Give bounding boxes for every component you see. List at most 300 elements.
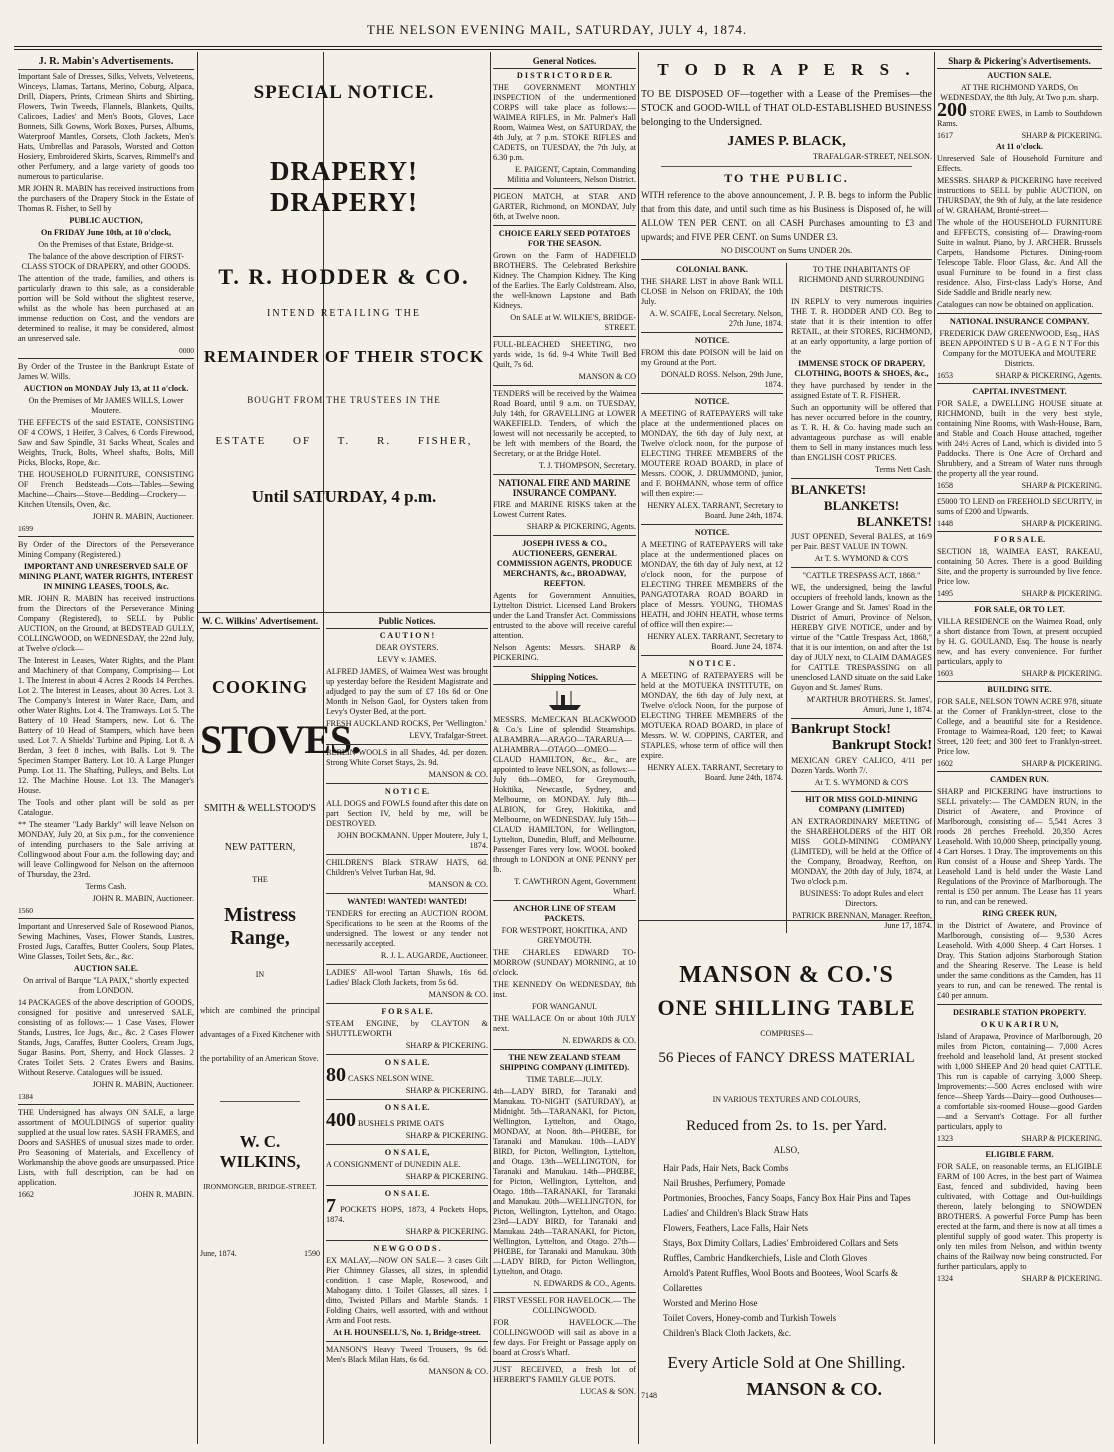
wanted-title: WANTED! WANTED! WANTED! (347, 897, 467, 906)
divider (937, 601, 1102, 602)
comprises: COMPRISES— (760, 1029, 813, 1038)
national-insurance: NATIONAL INSURANCE COMPANY. (949, 317, 1090, 326)
blankets-2: BLANKETS! (823, 498, 900, 513)
sharp-signature: SHARP & PICKERING. (1021, 481, 1102, 490)
bankrupt-2: Bankrupt Stock! (832, 738, 932, 753)
wilkins-header: W. C. Wilkins' Advertisement. (200, 614, 320, 629)
sharp-signature: SHARP & PICKERING. (1021, 519, 1102, 528)
ad-number: 0000 (179, 346, 194, 355)
divider (326, 783, 488, 784)
divider (493, 336, 636, 337)
manson-big: MANSON & CO.'S (679, 962, 894, 988)
manson-signature: MANSON & CO. (428, 770, 488, 779)
seed-potatoes: CHOICE EARLY SEED POTATOES FOR THE SEASON. (498, 229, 631, 248)
divider (220, 1101, 300, 1102)
discount-text: WITH reference to the above announcement, J. P. B. begs to inform the Public that from this date, and until such time as his Business is Disposed of, he will ALLOW TEN PER CENT. on all CASH Purchases amounting to £3 and upwards; and FIVE PER CENT. on Sums UNDER £3. (641, 190, 932, 242)
divider (326, 854, 488, 855)
manson-signature: MANSON & CO. (428, 880, 488, 889)
augarde-signature: R. J. L. AUGARDE, Auctioneer. (380, 951, 488, 960)
column-divider (197, 52, 198, 1444)
divider (493, 900, 636, 901)
signature-row (937, 1274, 1102, 1283)
pigeon-match: PIGEON MATCH, at STAR AND GARTER, Richmond, on MONDAY, July 6th, at Twelve noon. (493, 192, 636, 221)
section-18: SECTION 18, WAIMEA EAST, RAKEAU, containing 50 Acres. There is a good Building Site, and the property is surrounded by live fence. Price low. (937, 547, 1102, 586)
wallace: THE WALLACE On or about 10th JULY next. (493, 1014, 636, 1033)
divider (18, 918, 194, 919)
divider (493, 385, 636, 386)
shilling-item: Stays, Box Dimity Collars, Ladies' Embroidered Collars and Sets (663, 1238, 899, 1248)
wanganui: FOR WANGANUI. (532, 1002, 597, 1011)
packages-list: 14 PACKAGES of the above description of GOODS, consigned for positive and unreserved SALE, consisting of as follows:— 1 Case Vases, Flower Stands, Lustres, Ice Jugs, &c., &c. 2 Cases Flower Stands, Jugs, Caraffes, Butter Coolers, Cream Jugs, Sugar Basins. Port, Sherry, and Hock Glasses. 2 Crates Toilet Sets. 2 Crates Ewers and Basins. Without Reserve. Catalogues will be issued. (18, 998, 194, 1077)
mabin-signature: JOHN R. MABIN, Auctioneer. (92, 894, 194, 903)
sharp-signature: SHARP & PICKERING. (1021, 759, 1102, 768)
capital-investment: CAPITAL INVESTMENT. (972, 387, 1067, 396)
auction-attention: The attention of the trade, families, and others is particularly drawn to this sale, as a considerable portion will be Sold without the slightest reserve, whilst as the whole has been purchased at an immense reduction on Cost, and the vendors are determined to realise, it may be considered, almost an unreserved sale. (18, 274, 194, 343)
tarrant-signature: HENRY ALEX. TARRANT, Secretary to Board. June 24th, 1874. (647, 501, 783, 520)
thompson-signature: T. J. THOMPSON, Secretary. (538, 461, 636, 470)
james-black: JAMES P. BLACK, (727, 134, 846, 149)
general-notices-header: General Notices. (493, 54, 636, 69)
ad-number: 1662 (18, 1190, 34, 1199)
mabin-header: J. R. Mabin's Advertisements. (18, 54, 194, 70)
cattle-act: "CATTLE TRESPASS ACT, 1868." (802, 571, 921, 580)
oats-bushels: 400 BUSHELS PRIME OATS (326, 1109, 445, 1131)
richmond-yards: AT THE RICHMOND YARDS, On WEDNESDAY, the 8th July, At Two p.m. sharp. (940, 83, 1099, 102)
greenwood-agent: FREDERICK DAW GREENWOOD, Esq., HAS BEEN APPOINTED S U B - A G E N T For this Company for the MOTUEKA and MOUTERE Districts. (939, 329, 1100, 368)
kennedy: THE KENNEDY On WEDNESDAY, 8th inst. (493, 980, 636, 999)
dispose-text: TO BE DISPOSED OF—together with a Lease of the Premises—the STOCK and GOOD-WILL of THAT OLD-ESTABLISHED BUSINESS belonging to the Undersigned. (641, 89, 932, 128)
ad-number: 1699 (18, 524, 33, 533)
villa-residence: VILLA RESIDENCE on the Waimea Road, only a short distance from Town, at present occupied by H. G. GOULAND, Esq. The house is nearly new, and has every convenience. For further particulars, apply to (937, 617, 1102, 666)
divider (493, 666, 636, 667)
fancy-dress: 56 Pieces of FANCY DRESS MATERIAL (658, 1050, 915, 1066)
levy-signature: LEVY, Trafalgar-Street. (409, 731, 488, 740)
mining-plant-title: IMPORTANT AND UNRESERVED SALE OF MINING PLANT, WATER RIGHTS, INTEREST IN MINING LEASES, TOOLS, &c. (18, 562, 194, 591)
hodder-reply: IN REPLY to very numerous inquiries THE T. R. HODDER AND CO. Beg to state that it is their intention to offer RETAIL, at their STORES, RICHMOND, at an early opportunity, a large portion of the (791, 297, 932, 356)
signature-row (937, 481, 1102, 490)
district-order: D I S T R I C T O R D E R. (516, 71, 613, 80)
divider (641, 524, 783, 525)
desirable-station: DESIRABLE STATION PROPERTY. (952, 1008, 1087, 1017)
scaife-signature: A. W. SCAIFE, Local Secretary. Nelson, 27th June, 1874. (649, 309, 783, 328)
divider (791, 718, 932, 719)
sharp-signature: SHARP & PICKERING. (405, 1131, 488, 1140)
okukari-text: Island of Arapawa, Province of Marlborough, 20 miles from Picton, containing— 7,000 Acres freehold and leasehold land, At present stocked with 1,000 SHEEP And 20 head quiet CATTLE. This run is capable of carrying 3,000 Sheep. Improvements:—500 Acres enclosed with wire fence—Sheep Yards—Dairy—good Outhouses—a comfortable six-roomed House—good Garden—and a Servant's Cottage. For all further particulars, apply to (937, 1032, 1102, 1131)
divider (641, 393, 783, 394)
ross-signature: DONALD ROSS. Nelson, 29th June, 1874. (660, 370, 783, 389)
divider (326, 1185, 488, 1186)
perseverance-order: By Order of the Directors of the Perseverance Mining Company (Registered.) (18, 540, 194, 559)
manson-shilling-ad (641, 924, 932, 1444)
auction-premises: On the Premises of that Estate, Bridge-st. (38, 240, 174, 249)
textures: IN VARIOUS TEXTURES AND COLOURS, (712, 1095, 861, 1104)
new-pattern: NEW PATTERN, (224, 842, 296, 853)
divider (326, 893, 488, 894)
shilling-item: Arnold's Patent Ruffles, Wool Boots and Bootees, Wool Scarfs & Collarettes (663, 1268, 898, 1293)
ad-number: 1384 (18, 1092, 33, 1101)
wine-casks: 80 CASKS NELSON WINE. (326, 1064, 435, 1086)
cawthron-signature: T. CAWTHRON Agent, Government Wharf. (514, 877, 636, 896)
divider (326, 1240, 488, 1241)
on-sale-title: O N S A L E. (384, 1103, 430, 1112)
also: ALSO, (773, 1145, 800, 1155)
top-rule (14, 46, 1102, 47)
divider (641, 259, 932, 260)
wine-text: CASKS NELSON WINE. (348, 1074, 435, 1083)
national-fire: NATIONAL FIRE AND MARINE INSURANCE COMPANY. (498, 478, 631, 498)
on-sale-title: O N S A L E. (384, 1189, 430, 1198)
the-label: THE (252, 875, 268, 884)
drapery-headline: DRAPERY! DRAPERY! (269, 156, 419, 217)
shipping-notices-header: Shipping Notices. (493, 670, 636, 685)
ad-number: 1617 (937, 131, 953, 140)
wymond: At T. S. WYMOND & CO'S (814, 778, 909, 787)
divider (326, 1054, 488, 1055)
ad-number: 1603 (937, 669, 953, 678)
blankets-3: BLANKETS! (856, 514, 932, 529)
terms-nett: Terms Nett Cash. (875, 465, 932, 474)
public-auction: PUBLIC AUCTION, (69, 216, 143, 225)
ivess-title: JOSEPH IVESS & CO., AUCTIONEERS, GENERAL COMMISSION AGENTS, PRODUCE MERCHANTS, &c., BROADWAY, REEFTON. (496, 539, 633, 588)
divider (493, 535, 636, 536)
tenders-auction-room: TENDERS for erecting an AUCTION ROOM. Specifications to be seen at the Rooms of the undersigned. The lowest or any tender not necessarily accepted. (326, 909, 488, 948)
graham-effects: The whole of the HOUSEHOLD FURNITURE and EFFECTS, consisting of— Drawing-room Suite in walnut. Piano, by J. ARCHER. Brussels Carpets, Handsome Pictures. Dining-room Telescope Table. Floor Glass, &c. And All the usual Furniture to be found in a first class residence. Also, First-class Lady's Horse, And Side Saddle and Bridle nearly new. (937, 218, 1102, 297)
no-discount: NO DISCOUNT on Sums UNDER 20s. (720, 246, 853, 255)
manson-signature: MANSON & CO. (428, 1367, 488, 1376)
wills-effects: THE EFFECTS of the said ESTATE, CONSISTING OF 4 COWS, 1 Heifer, 3 Calves, 6 Cords Firewood, Saw and Saw Spindle, 31 Sacks Wheat, Scales and Weights, Truck, Bolts, Wheel shafts, Bolts, Mill Picks, Blocks, Rope, &c. (18, 418, 194, 467)
terms-cash: Terms Cash. (85, 882, 127, 891)
tarrant-signature: HENRY ALEX. TARRANT, Secretary to Board. June 24th, 1874. (647, 763, 783, 782)
ladies-shawls: LADIES' All-wool Tartan Shawls, 16s 6d. Ladies' Black Cloth Jackets, from 5s 6d. (326, 968, 488, 987)
sharp-signature: SHARP & PICKERING. (1021, 1134, 1102, 1143)
notice-title: N O T I C E. (384, 787, 430, 796)
malay-goods: EX MALAY,—NOW ON SALE— 3 cases Gilt Pier Chimney Glasses, all sizes, in splendid condition. 1 case Maple, Rosewood, and Mahogany ditto. 1 Toilet Glasses, all sizes. 1 ditto, Twisted Pillars and Marble Stands. 1 Folding Chairs, well assorted, with and without Arm and Foot rests. (326, 1256, 488, 1325)
wymond: At T. S. WYMOND & CO'S (814, 554, 909, 563)
wilkins-name: W. C. WILKINS, (219, 1132, 301, 1171)
hodder-name: T. R. HODDER & CO. (218, 264, 470, 289)
fisher-purchase: they have purchased by tender in the assigned Estate of T. R. FISHER. (791, 381, 932, 400)
children-hats: CHILDREN'S Black STRAW HATS, 6d. Children's Velvet Turban Hat, 9d. (326, 858, 488, 877)
just-opened: JUST OPENED, Several BALES, at 16/9 per Pair. BEST VALUE IN TOWN. (791, 532, 932, 551)
marthur-signature: M'ARTHUR BROTHERS. St. James', Amuri, June 1, 1874. (806, 695, 932, 714)
divider (937, 1146, 1102, 1147)
ad-number: 1653 (937, 371, 953, 380)
divider (493, 1049, 636, 1050)
manson-signature: MANSON & CO (578, 372, 636, 381)
mcmeckan-line: MESSRS. McMECKAN BLACKWOOD & Co.'s Line of splendid Steamships. ALBAMBRA—ARAGO—TARARUA—ALHAMBRA—OTAGO—OMEO—CLAUD HAMILTON, &c., &c., are appointed to leave NELSON, as follows:— July 6th—OMEO, for Greymouth, Hokitika, Newcastle, Sydney, and Melbourne, on MONDAY. July 8th—ALBION, for Grey, Hokitika, and Melbourne, on WEDNESDAY. July 15th—CLAUD HAMILTON, for Wellington, Lyttelton, Dunedin, Bluff, and Melbourne. Passenger Fares very low. WOOL booked through to LONDON at ONE PENNY per lb. (493, 715, 636, 874)
divider (197, 612, 490, 613)
colonial-bank: COLONIAL BANK. (676, 265, 748, 274)
top-rule-2 (14, 49, 1102, 50)
mining-catalogue: The Tools and other plant will be sold as per Catalogue. (18, 798, 194, 817)
left-subcol (641, 263, 787, 933)
divider (641, 332, 783, 333)
divider (493, 1361, 636, 1362)
loan: £5000 TO LEND on FREEHOLD SECURITY, in sums of £200 and Upwards. (937, 497, 1102, 516)
mouldings-ad: THE Undersigned has always ON SALE, a large assortment of MOULDINGS of superior quality supplied at the usual low rates. SASH FRAMES, and Doors and SASHES of unusual sizes made to order. Pro Seasoning of Materials, and Excellency of Workmanship the above goods are unsurpassed. Price Lists, with full description, can be had on application. (18, 1108, 195, 1187)
right-subcol (791, 263, 932, 933)
tarrant-signature: HENRY ALEX. TARRANT, Secretary to Board. June 24, 1874. (647, 632, 783, 651)
sharp-signature: SHARP & PICKERING. (405, 1227, 488, 1236)
ad-number: 1495 (937, 589, 953, 598)
sharp-signature: SHARP & PICKERING. (1021, 1274, 1102, 1283)
hounsell: At H. HOUNSELL'S, No. 1, Bridge-street. (333, 1328, 481, 1337)
smith-wellstood: SMITH & WELLSTOOD'S (204, 803, 316, 814)
edwards-agents: N. EDWARDS & CO., Agents. (533, 1279, 636, 1288)
manson-signature: MANSON & CO. (428, 990, 488, 999)
glue-pots: JUST RECEIVED, a fresh lot of HERBERT'S FAMILY GLUE POTS. (493, 1365, 636, 1384)
divider (937, 771, 1102, 772)
signature-row (937, 589, 1102, 598)
hadfield-kidneys: Grown on the Farm of HADFIELD BROTHERS. The Celebrated Berkshire Kidney. The Champion Kidney. The King of the Earlies. The Early Coldstream. Also, the well-known Lapstone and Bath Kidneys. (493, 251, 636, 310)
extraordinary-meeting: AN EXTRAORDINARY MEETING of the SHAREHOLDERS of the HIT OR MISS GOLD-MINING COMPANY (LIMITED), will be held at the Office of the Company, Broadway, Reefton, on MONDAY, the 20th day of July, 1874, at Two o'clock p.m. (791, 817, 932, 886)
shilling-item: Children's Black Cloth Jackets, &c. (663, 1328, 792, 1338)
mexican-calico: MEXICAN GREY CALICO, 4/11 per Dozen Yards. Worth 7/. (791, 756, 932, 775)
ad-number: 1560 (18, 906, 33, 915)
notice: NOTICE. (694, 397, 730, 406)
sharp-signature: SHARP & PICKERING. (1021, 669, 1102, 678)
trafalgar-street: TRAFALGAR-STREET, NELSON. (812, 152, 932, 161)
catalogues: Catalogues can now be obtained on application. (937, 300, 1094, 309)
pangatotara-meeting: A MEETING of RATEPAYERS will take place at the undermentioned places on MONDAY, the 6th day of July next, at 12 o'clock noon, for the purpose of ELECTING THREE MEMBERS of the PANGATOTARA ROAD BOARD in place of Messrs. YOUNG, THOMAS HEATH, and JOHN HEATH, whose terms of office will then expire:— (641, 540, 783, 629)
ad-number: 1448 (937, 519, 953, 528)
manson-footer (641, 1379, 932, 1400)
divider (791, 478, 932, 479)
one-shilling-table: ONE SHILLING TABLE (657, 995, 916, 1020)
gravelling-tenders: TENDERS will be received by the Waimea Road Board, until 9 a.m. on TUESDAY, July 14th, for GRAVELLING at LOWER WAKEFIELD. Tenders, of which the lowest will not necessarily be accepted, to be left with members of the Board, the Secretary, or at the Bridge Hotel. (493, 389, 636, 458)
shilling-item: Toilet Covers, Honey-comb and Turkish Towels (663, 1313, 837, 1323)
dear-oysters: DEAR OYSTERS. (375, 643, 439, 652)
divider (791, 567, 932, 568)
shilling-item: Portmonies, Brooches, Fancy Soaps, Fancy Box Hair Pins and Tapes (663, 1193, 911, 1203)
sharp-signature: SHARP & PICKERING. (1021, 589, 1102, 598)
camden-text: SHARP and PICKERING have instructions to SELL privately:— The CAMDEN RUN, in the District of Awatere, and Province of Marlborough, consisting of— 5,541 Acres 3 roods 28 perches Freehold. 20,350 Acres Leasehold. With 10,000 Sheep, principally young. 4 Cart Horses. 1 Dray. The improvements on this Run consist of a House and Sheep Yards. The Leasehold Land is held under the Waste Land Regulations of the Province of Marlborough. The rental is £50 per annum. The Lease has 11 years to run, and can be renewed. (937, 787, 1102, 906)
charles-edward: THE CHARLES EDWARD TO-MORROW (SUNDAY) MORNING, at 10 o'clock. (493, 948, 636, 977)
on-sale-title: O N S A L E, (384, 1148, 430, 1157)
shilling-items (663, 1161, 932, 1341)
divider (18, 358, 194, 359)
every-article: Every Article Sold at One Shilling. (667, 1353, 906, 1372)
column-divider (490, 52, 491, 1444)
steamship-icon (547, 689, 583, 711)
divider (641, 655, 783, 656)
immense-stock: IMMENSE STOCK OF DRAPERY, CLOTHING, BOOTS & SHOES, &c., (794, 359, 929, 378)
bought-from: BOUGHT FROM THE TRUSTEES IN THE (247, 395, 441, 405)
anchor-line: ANCHOR LINE OF STEAM PACKETS. (513, 904, 616, 923)
notice: NOTICE. (694, 528, 730, 537)
sharp-signature: SHARP & PICKERING. (1021, 131, 1102, 140)
town-acre: FOR SALE, NELSON TOWN ACRE 978, situate at the Corner of Franklyn-street, close to the College, and a beautiful site for a Residence. Frontage to Waimea-Road, 120 feet; to Kawai Street, 120 feet; and 300 feet to Franklyn-street. Price low. (937, 697, 1102, 756)
mabin-intro: Important Sale of Dresses, Silks, Velvets, Velveteens, Winceys, Llamas, Tartans, Merino, Coburg, Alpaca, Drill, Diapers, Prints, Crimean Shirts and Shirting, Flowers, Twin Tweeds, Flannels, Blankets, Quilts, Calicoes, Ladies' and Men's Boots, Gloves, Lace Bonnets, Silk Gowns, Work Boxes, Purses, Albums, Waterproof Mantles, Corsets, Cloth Jackets, Men's Hats, Umbrellas and Parasols, Worsted and Cotton Hosiery, Embroidered Skirts, Scarves, Rimmell's and other Perfumery, and a large variety of goods too numerous to particularise. (18, 72, 194, 181)
sharp-signature: SHARP & PICKERING, Agents. (995, 371, 1102, 380)
sale-or-let: FOR SALE, OR TO LET. (974, 605, 1065, 614)
sheeting: FULL-BLEACHED SHEETING, two yards wide, 1s 6d. 9-4 White Twill Bed Quilt, 7s 6d. (493, 340, 636, 369)
unreserved-furniture: Unreserved Sale of Household Furniture and Effects. (937, 154, 1102, 173)
range-description: which are combined the principal advantages of a Fixed Kitchener with the portability of an American Stove. (200, 1006, 320, 1063)
graham-instructions: MESSRS. SHARP & PICKERING have received instructions to SELL by public AUCTION, on THURSDAY, the 9th of July, at the late residence of W. GRAHAM, Bronté-street— (937, 176, 1102, 215)
la-paix-arrival: On arrival of Barque "LA PAIX," shortly expected from LONDON. (23, 976, 189, 995)
shilling-item: Flowers, Feathers, Lace Falls, Hair Nets (663, 1223, 808, 1233)
business: BUSINESS: To adopt Rules and elect Directors. (799, 889, 924, 908)
notice: NOTICE. (694, 336, 730, 345)
ad-number: 1602 (937, 759, 953, 768)
time-table: TIME TABLE—JULY. (526, 1075, 603, 1084)
sharp-signature: SHARP & PICKERING, Agents. (526, 522, 636, 531)
lucas-signature: LUCAS & SON. (580, 1387, 636, 1396)
mansons-trousers: MANSON'S Heavy Tweed Trousers, 9s 6d. Men's Black Milan Hats, 6s 6d. (326, 1345, 488, 1364)
divider (326, 964, 488, 965)
sharp-header: Sharp & Pickering's Advertisements. (937, 54, 1102, 69)
public-notices-header: Public Notices. (326, 614, 488, 629)
mabin-signature: JOHN R. MABIN, Auctioneer. (92, 512, 194, 521)
divider (326, 1099, 488, 1100)
on-sale-title: O N S A L E. (384, 1058, 430, 1067)
signature-row (18, 1190, 194, 1199)
stoves-heading: STOVES. (200, 717, 361, 762)
signature-row (937, 759, 1102, 768)
paigent-signature: E. PAIGENT, Captain, Commanding Militia and Volunteers, Nelson District. (507, 165, 636, 184)
ironmonger: IRONMONGER, BRIDGE-STREET. (203, 1182, 317, 1191)
bankrupt-1: Bankrupt Stock! (791, 722, 891, 737)
column-mabin (18, 54, 194, 1444)
hit-or-miss: HIT OR MISS GOLD-MINING COMPANY (LIMITED) (805, 795, 918, 814)
lady-barkly-note: ** The steamer "Lady Barkly" will leave Nelson on MONDAY, July 20, at Six p.m., for the convenience of intending purchasers to the Sale arriving at Collingwood about Four a.m. the following day; and will leave Collingwood for Nelson on the afternoon of Thursday, the 23rd. (18, 820, 194, 879)
auction-monday: AUCTION on MONDAY July 13, at 11 o'clock. (23, 384, 189, 393)
divider (937, 681, 1102, 682)
blankets-1: BLANKETS! (791, 482, 867, 497)
wilkins-ad (200, 614, 361, 1444)
store-ewes: 200 STORE EWES, in Lamb to Southdown Rams. (937, 99, 1102, 128)
camden-run: CAMDEN RUN. (990, 775, 1049, 784)
brennan-signature: PATRICK BRENNAN, Manager. Reefton, June 17, 1874. (792, 911, 932, 930)
notice: N O T I C E . (688, 659, 736, 668)
column-public-notices (326, 614, 488, 1444)
okukari-run: O K U K A R I R U N, (980, 1020, 1059, 1029)
westport: FOR WESTPORT, HOKITIKA, AND GREYMOUTH. (501, 926, 628, 945)
edwards-signature: N. EDWARDS & CO. (562, 1036, 636, 1045)
ad-number: 1658 (937, 481, 953, 490)
divider (493, 188, 636, 189)
sailings: 4th—LADY BIRD, for Taranaki and Manukau. TO-NIGHT (SATURDAY), at Midnight. 5th—TARANAKI, for Picton, Wellington, Lyttelton, and Otago, MONDAY, at Noon. 8th—PHŒBE, for Taranaki and Manukau. 10th—LADY BIRD, for Picton, Wellington, Lyttelton, and Otago. 13th—WELLINGTON, for Taranaki and Manukau. 14th—PHŒBE, for Picton, Wellington, Lyttelton, and Otago. 18th—TARANAKI, for Taranaki and Manukau. 20th—WELLINGTON, for Picton, Wellington, Lyttelton, and Otago. 23rd—LADY BIRD, for Taranaki and Manukau. 24th—TARANAKI, for Picton, Wellington, Lyttelton, and Otago. 27th—PHŒBE, for Taranaki and Manukau. 30th—LADY BIRD, for Picton Wellington, Lyttelton, and Otago. (493, 1087, 636, 1276)
ring-creek: RING CREEK RUN, (982, 909, 1057, 918)
nz-steam: THE NEW ZEALAND STEAM SHIPPING COMPANY (LIMITED). (499, 1053, 630, 1072)
ivess-agents: Agents for Government Annuities, Lyttelton District. Licensed Land Brokers under the Land Transfer Act. Commissions entrusted to the above will receive careful attention. (493, 591, 636, 640)
fisher-estate: ESTATE OF T. R. FISHER, (215, 435, 473, 447)
column-divider (638, 52, 639, 1444)
intend-retailing: INTEND RETAILING THE (267, 308, 421, 319)
shilling-item: Nail Brushes, Perfumery, Pomade (663, 1178, 786, 1188)
divider (326, 1003, 488, 1004)
shilling-item: Worsted and Merino Hose (663, 1298, 758, 1308)
motueka-meeting: A MEETING of RATEPAYERS will be held at the MOTUEKA INSTITUTE, on MONDAY, the 6th day of July next, at Twelve o'clock Noon, for the purpose of ELECTING THREE MEMBERS of the MOTUEKA ROAD BOARD, in place of Messrs. W. W. COPPINS, CARTER, and STAPLES, whose term of office will then expire. (641, 671, 783, 760)
reduced-price: Reduced from 2s. to 1s. per Yard. (686, 1118, 887, 1134)
trustee-order: By Order of the Trustee in the Bankrupt Estate of James W. Wills. (18, 362, 194, 381)
new-goods-title: N E W G O O D S . (373, 1244, 441, 1253)
poison: FROM this date POISON will be laid on my Ground at the Port. (641, 348, 783, 367)
hodder-ad (200, 54, 488, 614)
hops-text: POCKETS HOPS, 1873, 4 Pockets Hops, 1874. (326, 1205, 488, 1224)
ad-number: 1590 (304, 1249, 320, 1258)
signature-row (937, 1134, 1102, 1143)
fresh-rocks: FRESH AUCKLAND ROCKS, Per 'Wellington.' (326, 719, 487, 728)
divider (18, 536, 194, 537)
opportunity: Such an opportunity will be offered that has never occurred before in the country, as T. R. H. & Co. having made such an advantageous purchase as will enable them to Sell in many instances much less than ENGLISH COST PRICES. (791, 403, 932, 462)
dwelling-house: FOR SALE, a DWELLING HOUSE situate at RICHMOND, built in the very best style, containing Nine Rooms, with Wash-House, Barn, and Stable and Coach House attached, together with 24½ Acres of Land, which is divided into 5 Paddocks. There is One Acre of Orchard and Shrubbery, and a Stream of Water runs through the property all the year round. (937, 399, 1102, 478)
oats-text: BUSHELS PRIME OATS (358, 1119, 445, 1128)
divider (937, 1004, 1102, 1005)
mabin-signature: JOHN R. MABIN, Auctioneer. (92, 1080, 194, 1089)
cattle-notice: WE, the undersigned, being the lawful occupiers of freehold lands, known as the Lower Grange and St. James' Road in the District of Amuri, Province of Nelson, HEREBY GIVE NOTICE, under and by virtue of the "Cattle Trespass Act, 1868," that it is our intention, on and after the 1st day of JULY next, to CLAIM DAMAGES for CATTLE TRESPASSING on all unenclosed LAND situate on the said Lake Guyon and St. James' Runs. (791, 583, 932, 692)
for-sale-title: F O R S A L E. (381, 1007, 433, 1016)
bockmann-signature: JOHN BOCKMANN. Upper Moutere, July 1, 1874. (336, 831, 488, 850)
masthead: THE NELSON EVENING MAIL, SATURDAY, JULY 4, 1874. (366, 22, 748, 37)
sharp-signature: SHARP & PICKERING. (405, 1041, 488, 1050)
to-drapers: T O D R A P E R S . (657, 60, 916, 79)
column-divider (934, 52, 935, 1444)
dogs-notice: ALL DOGS and FOWLS found after this date on part Section IV, held by me, will be DESTROYED. (326, 799, 488, 828)
divider (493, 1292, 636, 1293)
building-site: BUILDING SITE. (987, 685, 1052, 694)
sharp-signature: SHARP & PICKERING. (405, 1086, 488, 1095)
divider (18, 1104, 194, 1105)
havelock: FOR HAVELOCK.—The COLLINGWOOD will sail as above in a few days. For Freight or Passage apply on board at Cross's Wharf. (493, 1318, 636, 1357)
mabin-signature: JOHN R. MABIN. (133, 1190, 194, 1199)
divider (326, 744, 488, 745)
in-label: IN (255, 970, 265, 979)
fire-risks: FIRE and MARINE RISKS taken at the Lowest Current Rates. (493, 500, 636, 519)
moutere-meeting: A MEETING of RATEPAYERS will take place at the undermentioned places on MONDAY, the 6th day of July next, at Twelve o'clock noon, for the purpose of ELECTING THREE MEMBERS of the MOUTERE ROAD BOARD, in place of Messrs. COOK, J. DRUMMOND, junior, and F. BOHMANN, whose term of office will then expire:— (641, 409, 783, 498)
cooking-heading: COOKING (211, 677, 308, 697)
signature-row (937, 519, 1102, 528)
wills-furniture: THE HOUSEHOLD FURNITURE, CONSISTING OF French Bedsteads—Cots—Tables—Sewing Machine—Chairs—Stove—Bedding—Crockery—Kitchen Utensils, Oven, &c. (18, 470, 194, 509)
june-date: June, 1874. (200, 1249, 237, 1258)
divider (326, 1144, 488, 1145)
berlin-wools: BERLIN WOOLS in all Shades, 4d. per dozen. Strong White Corset Stays, 2s. 9d. (326, 748, 488, 767)
divider (661, 166, 912, 167)
hops: 7 POCKETS HOPS, 1873, 4 Pockets Hops, 1874. (326, 1195, 488, 1224)
wills-premises: On the Premises of Mr JAMES WILLS, Lower Moutere. (28, 396, 184, 415)
shilling-item: Ladies' and Children's Black Straw Hats (663, 1208, 808, 1218)
divider (493, 225, 636, 226)
manson-end: MANSON & CO. (746, 1379, 882, 1399)
dunedin-ale: A CONSIGNMENT of DUNEDIN ALE. (326, 1160, 461, 1169)
levy-v-james: LEVY v. JAMES. (377, 655, 437, 664)
to-the-public: TO THE PUBLIC. (724, 171, 849, 185)
signature-row (937, 131, 1102, 140)
signature-row (937, 371, 1102, 380)
ewes-text: STORE EWES, in Lamb to Southdown Rams. (937, 109, 1102, 128)
special-notice: SPECIAL NOTICE. (253, 82, 435, 103)
date-row (200, 1249, 320, 1258)
ad-number: 1324 (937, 1274, 953, 1283)
ring-text: in the District of Awatere, and Province of Marlborough, consisting of— 9,530 Acres Leasehold. With 4,000 Sheep. 4 Cart Horses. 1 Dray. This Station adjoins Starborough Station and the Shearing Reserve. The Lease is held under the same conditions as the Camden, has 11 years to run, and can be renewed. The rental is £40 per annum. (937, 921, 1102, 1000)
eligible-farm: ELIGIBLE FARM. (985, 1150, 1054, 1159)
column-sharp-pickering (937, 54, 1102, 1444)
auction-date: On FRIDAY June 10th, at 10 o'clock, (41, 228, 171, 237)
inhabitants: TO THE INHABITANTS OF RICHMOND AND SURROUNDING DISTRICTS. (798, 265, 925, 294)
farm-text: FOR SALE, on reasonable terms, an ELIGIBLE FARM of 100 Acres, in the best part of Waimea East, fenced and subdivided, having been cultivated, with Cottage and Out-buildings thereon, lately belonging to SNOWDEN BROTHERS. A powerful Force Pump has been erected at the farm, and there is now at all times a plentiful supply of good water. This property is only ten miles from Nelson, and within twenty chains of the Railway now being constructed. For further particulars, apply to (937, 1162, 1102, 1271)
ad-number: 7148 (641, 1391, 657, 1400)
column-general-notices (493, 54, 636, 1444)
first-vessel: FIRST VESSEL FOR HAVELOCK.— The COLLINGWOOD. (493, 1296, 636, 1315)
mining-instructions: MR. JOHN R. MABIN has received instructions from the Directors of the Perseverance Mining Company (Registered), to SELL by Public AUCTION, on the Ground, at BEDSTEAD GULLY, COLLINGWOOD, on WEDNESDAY, the 22nd July, at Twelve o'clock— (18, 594, 194, 653)
two-col-block (641, 263, 932, 933)
divider (638, 920, 934, 921)
divider (937, 531, 1102, 532)
signature-row (937, 669, 1102, 678)
share-list: THE SHARE LIST in above Bank WILL CLOSE in Nelson on FRIDAY, the 10th July. (641, 277, 783, 306)
steam-engine: STEAM ENGINE, by CLAYTON & SHUTTLEWORTH (326, 1019, 488, 1038)
